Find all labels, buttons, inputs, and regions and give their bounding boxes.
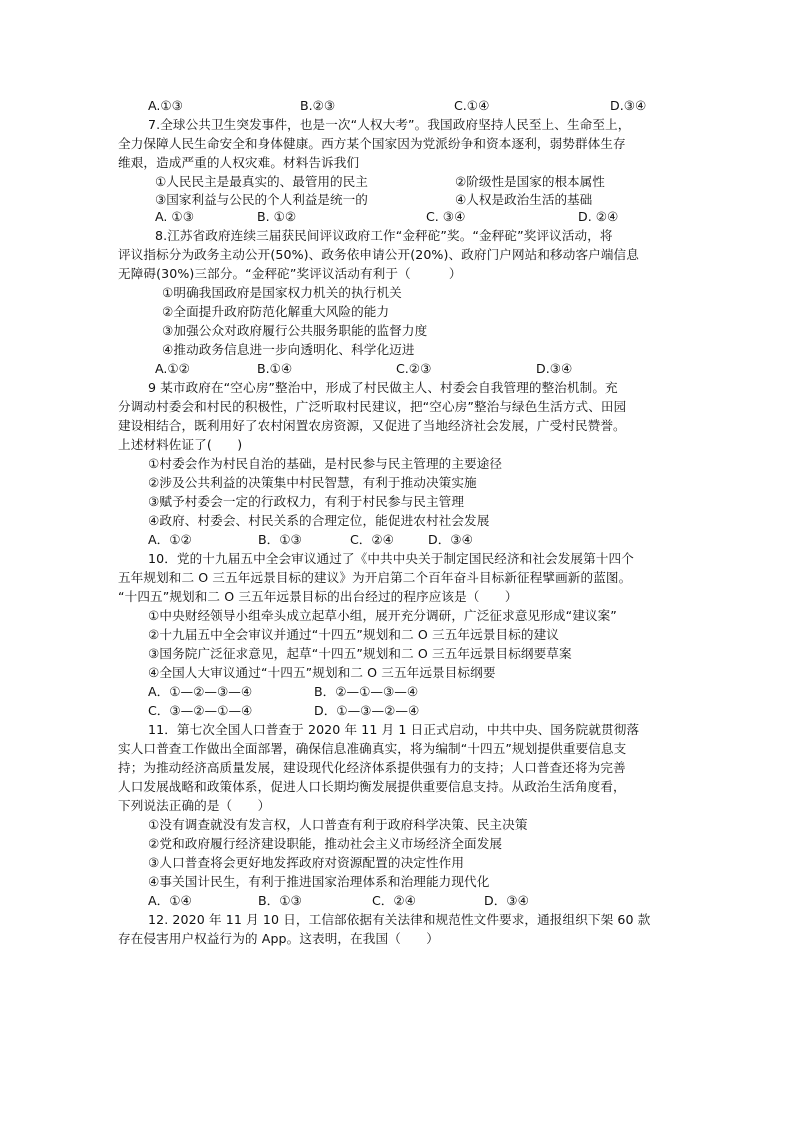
q8-stem-line: 无障碍(30%)三部分。“金秤砣”奖评议活动有利于（ ）: [118, 266, 462, 281]
q9-item: ①村委会作为村民自治的基础，是村民参与民主管理的主要途径: [148, 456, 503, 471]
q7-item: ③国家利益与公民的个人利益是统一的: [155, 192, 368, 207]
q9-stem-line: 上述材料佐证了( ): [118, 437, 243, 452]
q8-stem-line: 8.江苏省政府连续三届获民间评议政府工作“金秤砣”奖。“金秤砣”奖评议活动，将: [155, 228, 613, 243]
q9-stem-line: 建设相结合，既利用好了农村闲置农房资源，又促进了当地经济社会发展，广受村民赞誉。: [118, 418, 626, 433]
q11-stem-line: 人口发展战略和政策体系，促进人口长期均衡发展提供重要信息支持。从政治生活角度看，: [118, 779, 626, 794]
q10-option-b: B．②—①—③—④: [314, 684, 419, 699]
q6-option-c: C.①④: [454, 98, 490, 113]
q9-stem-line: 分调动村委会和村民的积极性，广泛听取村民建议，把“空心房”整治与绿色生活方式、田园: [118, 399, 627, 414]
q9-option-b: B．①③: [258, 532, 302, 547]
q6-option-d: D.③④: [610, 98, 647, 113]
q7-item: ①人民民主是最真实的、最管用的民主: [155, 174, 368, 189]
q8-item: ③加强公众对政府履行公共服务职能的监督力度: [162, 323, 428, 338]
q10-item: ④全国人大审议通过“十四五”规划和二 O 三五年远景目标纲要: [148, 665, 496, 680]
q8-item: ②全面提升政府防范化解重大风险的能力: [162, 304, 390, 319]
q8-stem-line: 评议指标分为政务主动公开(50%)、政务依申请公开(20%)、政府门户网站和移动客户端信息: [118, 247, 639, 262]
q7-option-a: A. ①③: [155, 209, 194, 224]
q8-option-c: C.②③: [396, 361, 432, 376]
q11-stem-line: 持；为推动经济高质量发展，建设现代化经济体系提供强有力的支持；人口普查还将为完善: [118, 760, 626, 775]
q11-option-a: A．①④: [148, 893, 192, 908]
q10-option-c: C．③—②—①—④: [148, 703, 253, 718]
q7-stem-line: 维艰，造成严重的人权灾难。材料告诉我们: [118, 155, 360, 170]
q11-item: ②党和政府履行经济建设职能，推动社会主义市场经济全面发展: [148, 836, 503, 851]
q8-item: ①明确我国政府是国家权力机关的执行机关: [162, 285, 402, 300]
q10-stem-line: 10．党的十九届五中全会审议通过了《中共中央关于制定国民经济和社会发展第十四个: [148, 551, 634, 566]
q11-stem-line: 下列说法正确的是（ ）: [118, 798, 271, 813]
q7-option-b: B. ①②: [257, 209, 297, 224]
q8-option-d: D.③④: [536, 361, 573, 376]
q6-option-a: A.①③: [148, 98, 183, 113]
q10-option-a: A．①—②—③—④: [148, 684, 253, 699]
q10-item: ③国务院广泛征求意见，起草“十四五”规划和二 O 三五年远景目标纲要草案: [148, 646, 572, 661]
q6-option-b: B.②③: [300, 98, 336, 113]
q10-stem-line: “十四五”规划和二 O 三五年远景目标的出台经过的程序应该是（ ）: [118, 589, 518, 604]
q9-item: ②涉及公共利益的决策集中村民智慧，有利于推动决策实施: [148, 475, 477, 490]
q11-stem-line: 实人口普查工作做出全面部署，确保信息准确真实，将为编制“十四五”规划提供重要信息支: [118, 741, 627, 756]
q10-item: ②十九届五中全会审议并通过“十四五”规划和二 O 三五年远景目标的建议: [148, 627, 559, 642]
q11-option-b: B．①③: [258, 893, 302, 908]
q7-item: ②阶级性是国家的根本属性: [455, 174, 605, 189]
q10-option-d: D．①—③—②—④: [314, 703, 420, 718]
q10-item: ①中央财经领导小组牵头成立起草小组，展开充分调研，广泛征求意见形成“建议案”: [148, 608, 617, 623]
q9-option-a: A．①②: [148, 532, 192, 547]
q7-stem-line: 全力保障人民生命安全和身体健康。西方某个国家因为党派纷争和资本逐利，弱势群体生存: [118, 136, 626, 151]
q7-option-d: D. ②④: [578, 209, 619, 224]
q12-stem-line: 存在侵害用户权益行为的 App。这表明，在我国（ ）: [118, 931, 439, 946]
q11-item: ④事关国计民生，有利于推进国家治理体系和治理能力现代化: [148, 874, 490, 889]
q7-stem-line: 7.全球公共卫生突发事件，也是一次“人权大考”。我国政府坚持人民至上、生命至上，: [148, 117, 631, 132]
q9-option-d: D．③④: [428, 532, 473, 547]
q8-item: ④推动政务信息进一步向透明化、科学化迈进: [162, 342, 415, 357]
q12-stem-line: 12. 2020 年 11 月 10 日，工信部依据有关法律和规范性文件要求，通报组织下架 60 款: [148, 912, 651, 927]
q11-option-d: D．③④: [484, 893, 529, 908]
q11-stem-line: 11．第七次全国人口普查于 2020 年 11 月 1 日正式启动，中共中央、国务院就贯彻落: [148, 722, 640, 737]
q9-item: ④政府、村委会、村民关系的合理定位，能促进农村社会发展: [148, 513, 490, 528]
q10-stem-line: 五年规划和二 O 三五年远景目标的建议》为开启第二个百年奋斗目标新征程擘画新的蓝图。: [118, 570, 632, 585]
q8-option-b: B.①④: [257, 361, 293, 376]
q11-item: ①没有调查就没有发言权，人口普查有利于政府科学决策、民主决策: [148, 817, 528, 832]
q7-item: ④人权是政治生活的基础: [455, 192, 593, 207]
q8-option-a: A.①②: [155, 361, 190, 376]
q9-option-c: C．②④: [350, 532, 394, 547]
q11-item: ③人口普查将会更好地发挥政府对资源配置的决定性作用: [148, 855, 465, 870]
q7-option-c: C. ③④: [426, 209, 466, 224]
q9-item: ③赋予村委会一定的行政权力，有利于村民参与民主管理: [148, 494, 465, 509]
q11-option-c: C．②④: [372, 893, 416, 908]
q9-stem-line: 9 某市政府在“空心房”整治中，形成了村民做主人、村委会自我管理的整治机制。充: [148, 380, 618, 395]
